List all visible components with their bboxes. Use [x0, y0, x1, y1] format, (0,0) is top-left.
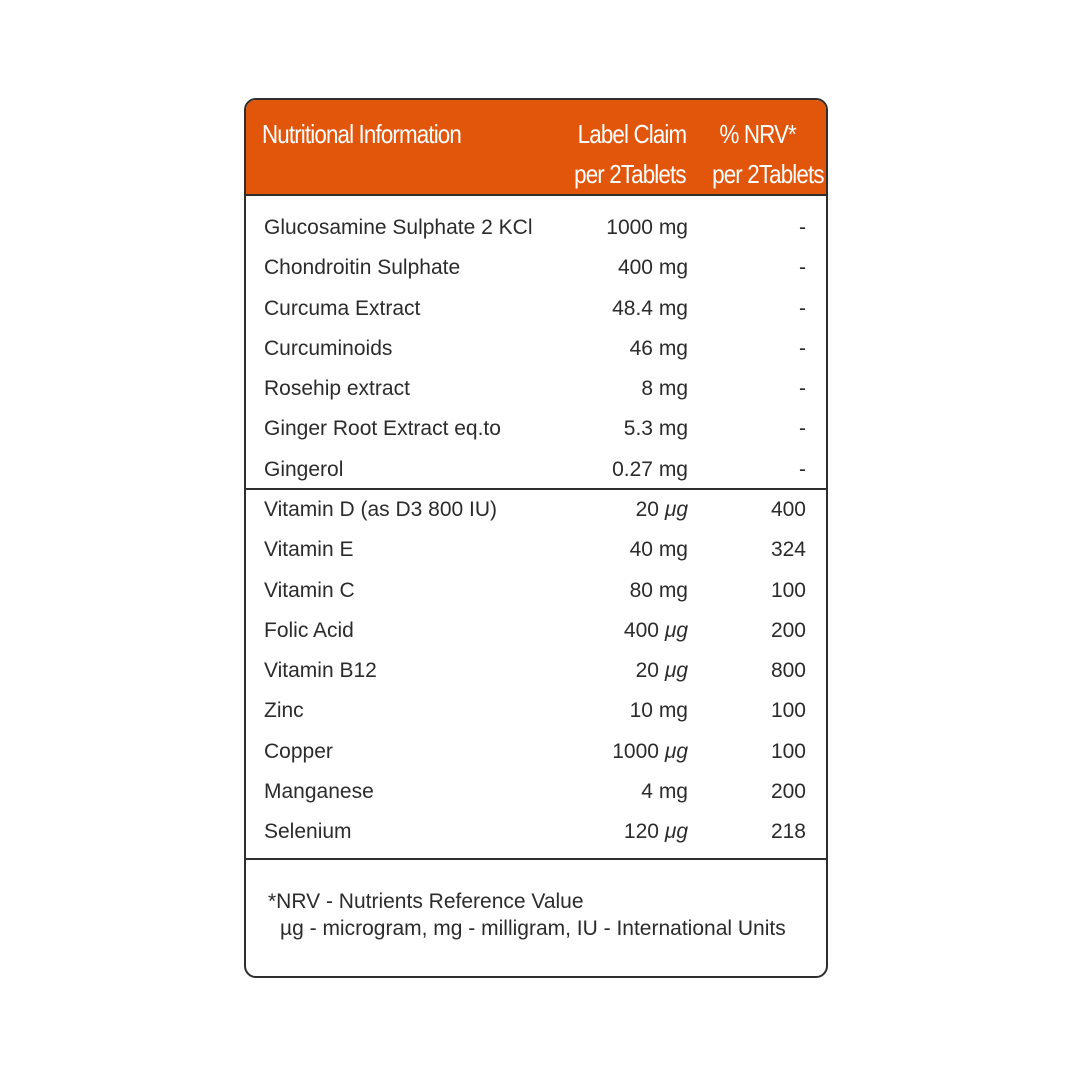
claim-unit: μg — [664, 739, 688, 763]
nrv-value: 200 — [770, 618, 806, 642]
ingredient-name: Ginger Root Extract eq.to — [264, 417, 501, 441]
label-claim-value: 5.3 mg — [623, 417, 688, 441]
header-label-claim: Label Claim — [577, 119, 686, 149]
nrv-value: 218 — [770, 820, 806, 844]
footnote-nrv-definition: *NRV - Nutrients Reference Value — [268, 890, 584, 913]
table-row — [246, 369, 826, 409]
table-row — [246, 409, 826, 449]
nrv-value: - — [799, 336, 806, 360]
footnote-units-definition: µg - microgram, mg - milligram, IU - International Units — [280, 917, 786, 940]
label-claim-value: 46 mg — [629, 336, 688, 360]
table-row — [246, 732, 826, 772]
label-claim-value: 8 mg — [641, 377, 688, 401]
nrv-value: 100 — [770, 578, 806, 602]
claim-amount: 4 — [641, 780, 653, 804]
claim-amount: 20 — [635, 659, 659, 683]
nrv-value: - — [799, 417, 806, 441]
header-label-claim-sub: per 2Tablets — [574, 159, 686, 189]
label-claim-value: 400 mg — [617, 256, 688, 280]
vitamins-section — [246, 490, 826, 860]
table-row — [246, 571, 826, 611]
label-claim-value — [636, 651, 688, 691]
label-claim-value — [630, 571, 688, 611]
table-row — [246, 812, 826, 852]
claim-unit: μg — [664, 820, 688, 844]
footnote-section — [246, 862, 826, 978]
label-claim-value — [636, 490, 688, 530]
nrv-value: - — [799, 457, 806, 481]
nrv-value: 324 — [770, 538, 806, 562]
claim-unit: μg — [664, 659, 688, 683]
nrv-value: - — [799, 296, 806, 320]
claim-unit: mg — [658, 538, 688, 562]
table-row — [246, 530, 826, 570]
label-claim-value — [630, 530, 688, 570]
nrv-value: - — [799, 256, 806, 280]
nrv-value: 200 — [770, 780, 806, 804]
label-claim-value: 0.27 mg — [612, 457, 688, 481]
claim-unit: mg — [658, 699, 688, 723]
nrv-value: 400 — [770, 498, 806, 521]
claim-amount: 120 — [623, 820, 659, 844]
claim-unit: mg — [658, 780, 688, 804]
header-nrv: % NRV* — [719, 119, 796, 149]
claim-unit: μg — [664, 498, 688, 521]
ingredient-name: Curcuma Extract — [264, 296, 421, 320]
ingredient-name: Rosehip extract — [264, 377, 410, 401]
nutrient-name: Folic Acid — [264, 618, 354, 642]
nrv-value: 800 — [770, 659, 806, 683]
nrv-value: 100 — [770, 699, 806, 723]
claim-amount: 40 — [629, 538, 653, 562]
table-row — [246, 651, 826, 691]
label-claim-value — [612, 732, 688, 772]
ingredient-name: Chondroitin Sulphate — [264, 256, 461, 280]
label-claim-value: 48.4 mg — [612, 296, 688, 320]
nutrient-name: Zinc — [264, 699, 304, 723]
nutrient-name: Vitamin C — [264, 578, 355, 602]
table-row — [246, 329, 826, 369]
nrv-value: - — [799, 216, 806, 239]
ingredient-name: Gingerol — [264, 457, 344, 481]
label-claim-value: 1000 mg — [606, 216, 688, 239]
nutrient-name: Copper — [264, 739, 333, 763]
ingredients-section — [246, 208, 826, 490]
label-claim-value — [624, 812, 688, 852]
nrv-value: - — [799, 377, 806, 401]
table-row — [246, 450, 826, 490]
table-row — [246, 691, 826, 731]
claim-amount: 400 — [623, 618, 659, 642]
nrv-value: 100 — [770, 739, 806, 763]
footnote — [268, 888, 786, 942]
claim-amount: 20 — [635, 498, 659, 521]
claim-amount: 1000 — [612, 739, 659, 763]
table-row — [246, 772, 826, 812]
nutrient-name: Selenium — [264, 820, 352, 844]
nutrient-name: Vitamin E — [264, 538, 354, 562]
header-title: Nutritional Information — [262, 119, 461, 149]
label-claim-value — [630, 691, 688, 731]
label-claim-value — [641, 772, 688, 812]
claim-amount: 10 — [629, 699, 653, 723]
nutrient-name: Manganese — [264, 780, 374, 804]
table-header — [246, 100, 826, 196]
header-nrv-sub: per 2Tablets — [712, 159, 824, 189]
nutrient-name: Vitamin D (as D3 800 IU) — [264, 498, 498, 521]
table-row — [246, 611, 826, 651]
table-row — [246, 208, 826, 248]
claim-amount: 80 — [629, 578, 653, 602]
ingredient-name: Glucosamine Sulphate 2 KCl — [264, 216, 533, 239]
table-row — [246, 248, 826, 288]
nutrient-name: Vitamin B12 — [264, 659, 377, 683]
claim-unit: μg — [664, 618, 688, 642]
table-row — [246, 490, 826, 530]
label-claim-value — [624, 611, 688, 651]
ingredient-name: Curcuminoids — [264, 336, 393, 360]
table-row — [246, 289, 826, 329]
nutrition-panel — [244, 98, 828, 978]
claim-unit: mg — [658, 578, 688, 602]
